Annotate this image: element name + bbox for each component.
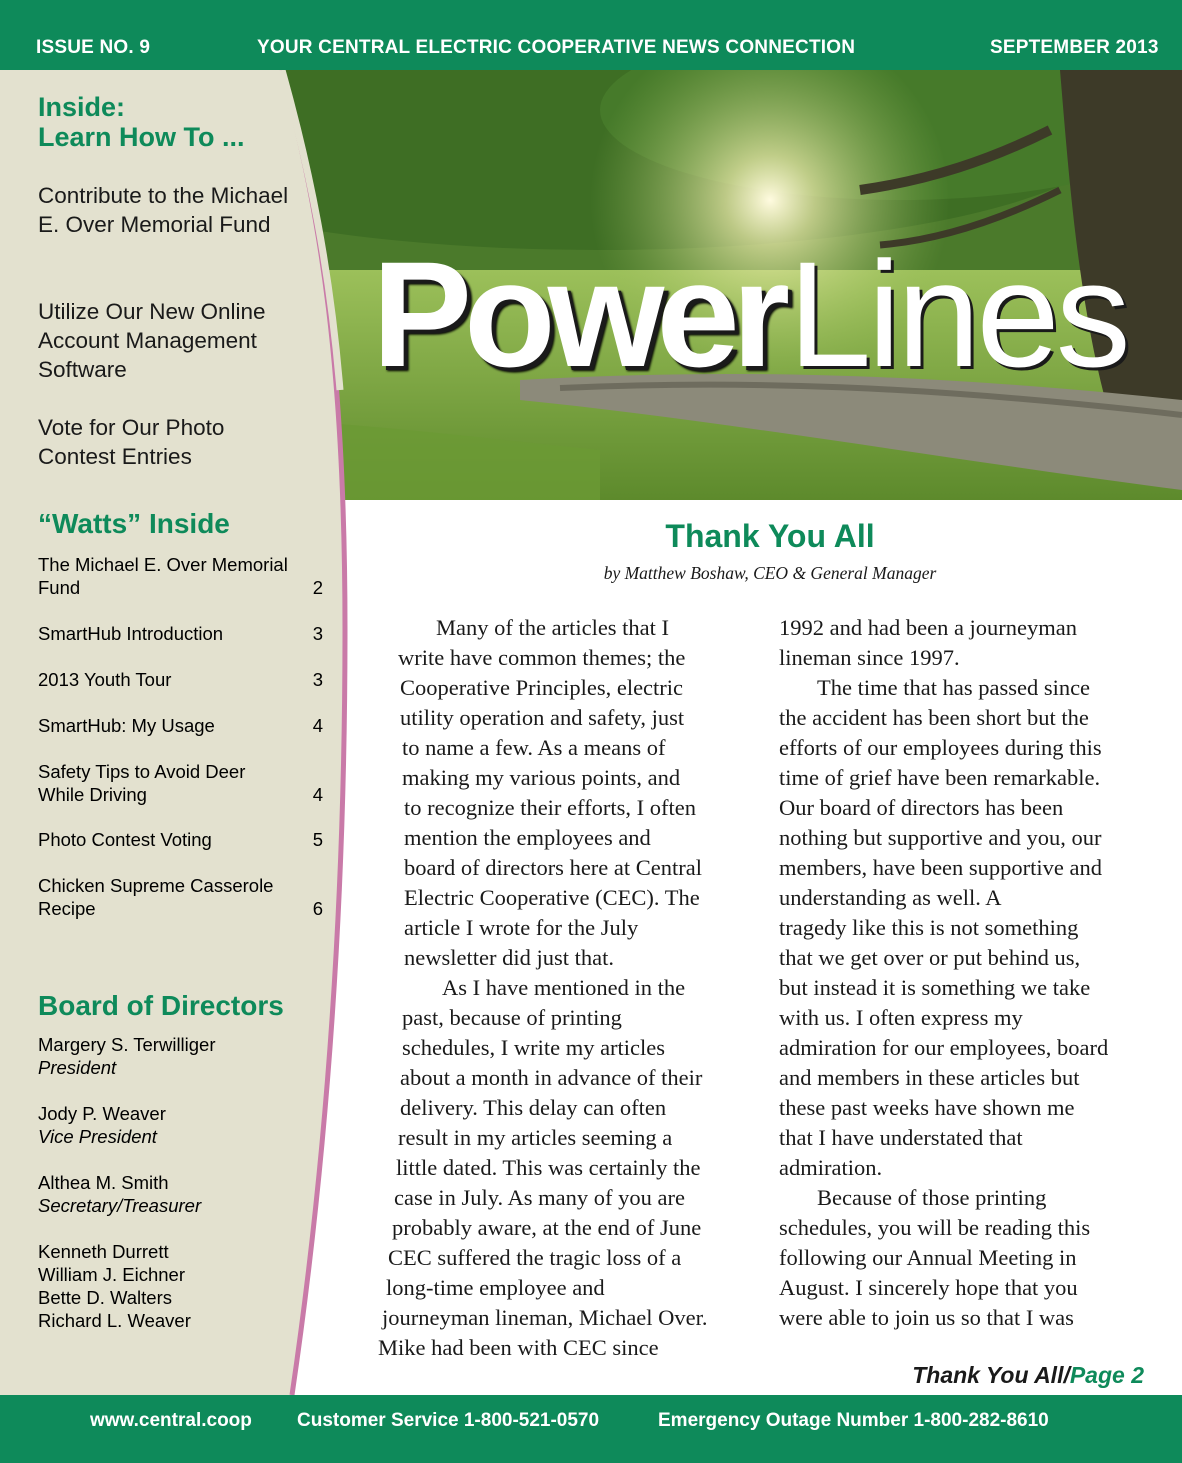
continued-page: Page 2 — [1069, 1362, 1144, 1388]
issue-number: ISSUE NO. 9 — [36, 37, 151, 58]
director-name: Althea M. Smith — [38, 1172, 169, 1193]
article-line: little dated. This was certainly the — [396, 1155, 701, 1180]
article-line: case in July. As many of you are — [394, 1185, 685, 1210]
toc-page: 2 — [312, 577, 323, 598]
article-line: newsletter did just that. — [404, 945, 614, 970]
director-title: Vice President — [38, 1126, 157, 1147]
article-line: Our board of directors has been — [779, 795, 1064, 820]
article-line: the accident has been short but the — [779, 705, 1089, 730]
director-entry — [38, 1102, 308, 1148]
toc-title: The Michael E. Over Memorial Fund — [38, 554, 288, 598]
director-name: Richard L. Weaver — [38, 1310, 191, 1331]
issue-date: SEPTEMBER 2013 — [990, 37, 1159, 58]
website-link[interactable]: www.central.coop — [90, 1410, 252, 1431]
toc-title: Safety Tips to Avoid Deer While Driving — [38, 761, 246, 805]
inside-heading — [38, 92, 298, 152]
toc-title: SmartHub Introduction — [38, 623, 224, 644]
toc-item — [38, 828, 323, 851]
article-line: admiration. — [779, 1155, 883, 1180]
toc-item — [38, 668, 323, 691]
director-name: Margery S. Terwilliger — [38, 1034, 216, 1055]
learn-item: Utilize Our New Online Account Management Software — [38, 299, 266, 382]
article-line: schedules, I write my articles — [402, 1035, 666, 1060]
continued-notice[interactable] — [912, 1362, 1144, 1389]
article-line: making my various points, and — [402, 765, 681, 790]
board-heading: Board of Directors — [38, 990, 284, 1021]
article-line: understanding as well. A — [779, 885, 1002, 910]
continued-text: Thank You All/ — [912, 1362, 1070, 1388]
director-entry — [38, 1171, 308, 1217]
director-title: President — [38, 1057, 117, 1078]
toc-page: 4 — [312, 784, 323, 805]
customer-service-number: Customer Service 1-800-521-0570 — [297, 1410, 600, 1431]
inside-heading-line-1: Inside: — [38, 92, 126, 122]
article-line: tragedy like this is not something — [779, 915, 1079, 940]
article-line: The time that has passed since — [817, 675, 1091, 700]
article-line: nothing but supportive and you, our — [779, 825, 1102, 850]
article-line: CEC suffered the tragic loss of a — [388, 1245, 682, 1270]
article-line: Mike had been with CEC since — [378, 1335, 659, 1360]
toc-item — [38, 553, 323, 599]
toc-title: 2013 Youth Tour — [38, 669, 172, 690]
article-byline: by Matthew Boshaw, CEO & General Manager — [603, 563, 937, 583]
article-line: but instead it is something we take — [779, 975, 1091, 1000]
article-line: with us. I often express my — [779, 1005, 1023, 1030]
article-line: lineman since 1997. — [779, 645, 960, 670]
article-line: and members in these articles but — [779, 1065, 1080, 1090]
director-name: Jody P. Weaver — [38, 1103, 166, 1124]
toc-title: Photo Contest Voting — [38, 829, 212, 850]
article-line: time of grief have been remarkable. — [779, 765, 1101, 790]
article-line: were able to join us so that I was — [779, 1305, 1074, 1330]
toc-page: 5 — [312, 829, 323, 850]
article-line: Cooperative Principles, electric — [400, 675, 684, 700]
article-line: board of directors here at Central — [404, 855, 702, 880]
article-line: 1992 and had been a journeyman — [779, 615, 1078, 640]
article-line: As I have mentioned in the — [442, 975, 686, 1000]
toc-item — [38, 714, 323, 737]
article-line: these past weeks have shown me — [779, 1095, 1075, 1120]
toc-page: 4 — [312, 715, 323, 736]
director-name: William J. Eichner — [38, 1264, 185, 1285]
footer-bar — [0, 1395, 1182, 1463]
director-name: Bette D. Walters — [38, 1287, 172, 1308]
watts-inside-heading: “Watts” Inside — [38, 508, 230, 539]
director-name: Kenneth Durrett — [38, 1241, 169, 1262]
article-line: delivery. This delay can often — [400, 1095, 667, 1120]
article-line: Many of the articles that I — [436, 615, 670, 640]
article-line: write have common themes; the — [398, 645, 686, 670]
masthead-logo — [372, 228, 1127, 401]
toc-page: 3 — [312, 623, 323, 644]
article-line: past, because of printing — [402, 1005, 622, 1030]
article-line: to name a few. As a means of — [402, 735, 666, 760]
toc-item — [38, 622, 323, 645]
toc-item — [38, 874, 323, 920]
article-line: August. I sincerely hope that you — [779, 1275, 1078, 1300]
toc-page: 3 — [312, 669, 323, 690]
article-line: following our Annual Meeting in — [779, 1245, 1077, 1270]
article-line: efforts of our employees during this — [779, 735, 1102, 760]
toc-title: SmartHub: My Usage — [38, 715, 215, 736]
header-bar — [0, 0, 1182, 70]
emergency-number: Emergency Outage Number 1-800-282-8610 — [658, 1410, 1049, 1431]
article-line: that we get over or put behind us, — [779, 945, 1081, 970]
article-title: Thank You All — [665, 518, 875, 554]
toc-item — [38, 760, 323, 806]
article-line: long-time employee and — [386, 1275, 605, 1300]
masthead-power: Power — [372, 230, 783, 398]
article-line: probably aware, at the end of June — [392, 1215, 702, 1240]
article-line: utility operation and safety, just — [400, 705, 685, 730]
article-line: members, have been supportive and — [779, 855, 1103, 880]
article-line: Electric Cooperative (CEC). The — [404, 885, 700, 910]
article-line: Because of those printing — [817, 1185, 1047, 1210]
header-tagline: YOUR CENTRAL ELECTRIC COOPERATIVE NEWS CONNECTION — [257, 37, 856, 58]
director-title: Secretary/Treasurer — [38, 1195, 202, 1216]
article-line: mention the employees and — [404, 825, 651, 850]
article-line: schedules, you will be reading this — [779, 1215, 1091, 1240]
article-line: that I have understated that — [779, 1125, 1023, 1150]
article-line: result in my articles seeming a — [398, 1125, 673, 1150]
article-line: to recognize their efforts, I often — [404, 795, 696, 820]
director-entry — [38, 1033, 308, 1079]
learn-item: Vote for Our Photo Contest Entries — [38, 415, 225, 469]
article-line: about a month in advance of their — [400, 1065, 703, 1090]
other-directors — [38, 1240, 308, 1332]
learn-item: Contribute to the Michael E. Over Memorial Fund — [38, 183, 289, 237]
article-line: admiration for our employees, board — [779, 1035, 1109, 1060]
toc-title: Chicken Supreme Casserole Recipe — [38, 875, 274, 919]
toc-page: 6 — [312, 898, 323, 919]
article-line: article I wrote for the July — [404, 915, 639, 940]
article-line: journeyman lineman, Michael Over. — [382, 1305, 708, 1330]
masthead-lines: Lines — [788, 230, 1127, 398]
inside-heading-line-2: Learn How To ... — [38, 122, 245, 152]
